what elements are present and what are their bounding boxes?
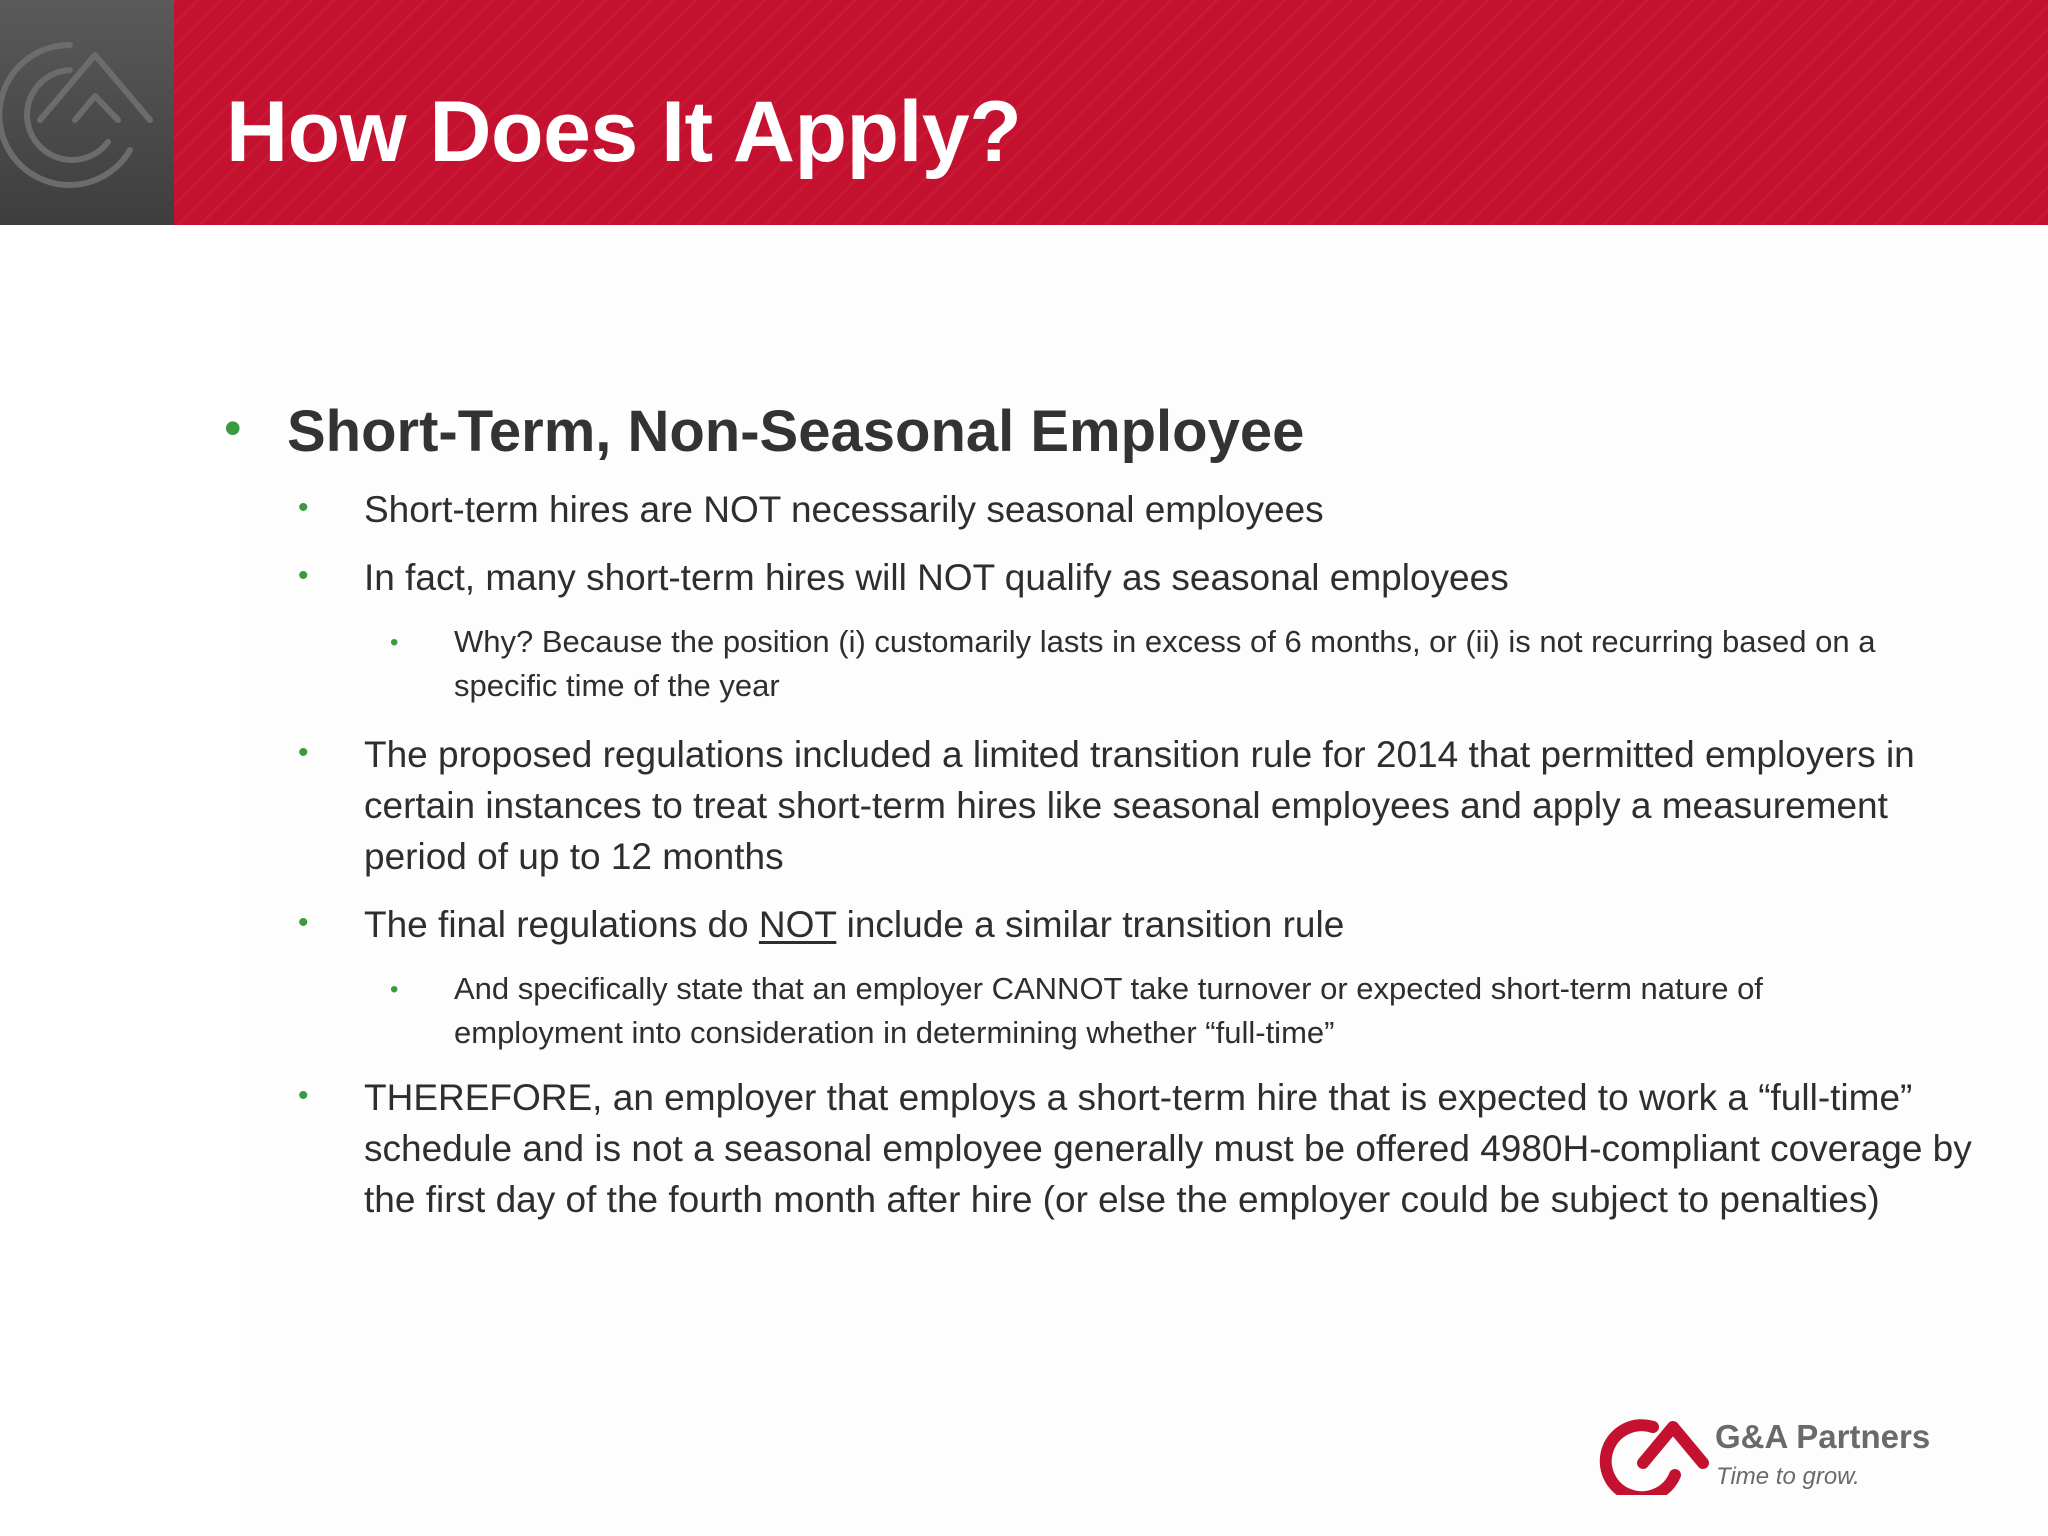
bullet-dot: • [224,400,242,456]
company-tagline: Time to grow. [1716,1463,1860,1490]
bullet-text [364,899,1964,950]
bullet-dot: • [298,559,309,592]
bullet-text: In fact, many short-term hires will NOT qualify as seasonal employees [364,557,1509,598]
bullet-dot: • [298,1079,309,1112]
underlined-emphasis: NOT [758,904,837,945]
bullet-text-part: include a similar transition rule [836,904,1345,945]
company-name: G&A Partners [1715,1418,1931,1455]
bullet-text: THEREFORE, an employer that employs a short-term hire that is expected to work a “full-time” schedule and is not a seasonal employee generally must be offered 4980H-compliant coverage by the first day of the fourth month after hire (or else the employer could be subject to penalties) [364,1077,1972,1220]
bullet-text: Short-term hires are NOT necessarily seasonal employees [364,489,1324,530]
slide-header [0,0,2048,225]
bullet-dot: • [298,491,309,524]
bullet-dot: • [298,736,309,769]
bullet-dot: • [390,629,399,656]
bullet-text: And specifically state that an employer CANNOT take turnover or expected short-term nature of employment into consideration in determining whether “full-time” [454,971,1763,1050]
bullet-text: Why? Because the position (i) customarily lasts in excess of 6 months, or (ii) is not recurring based on a specific time of the year [454,624,1876,703]
header-logo-panel [0,0,174,225]
section-heading: Short-Term, Non-Seasonal Employee [287,399,1305,464]
slide-title: How Does It Apply? [226,84,1022,180]
bullet-dot: • [390,976,399,1003]
bullet-dot: • [298,906,309,939]
bullet-text: The proposed regulations included a limited transition rule for 2014 that permitted employers in certain instances to treat short-term hires like seasonal employees and apply a measurement period of up to 12 months [364,734,1915,877]
bullet-text-part: The final regulations do [364,904,759,945]
ga-partners-watermark-icon [0,0,174,225]
